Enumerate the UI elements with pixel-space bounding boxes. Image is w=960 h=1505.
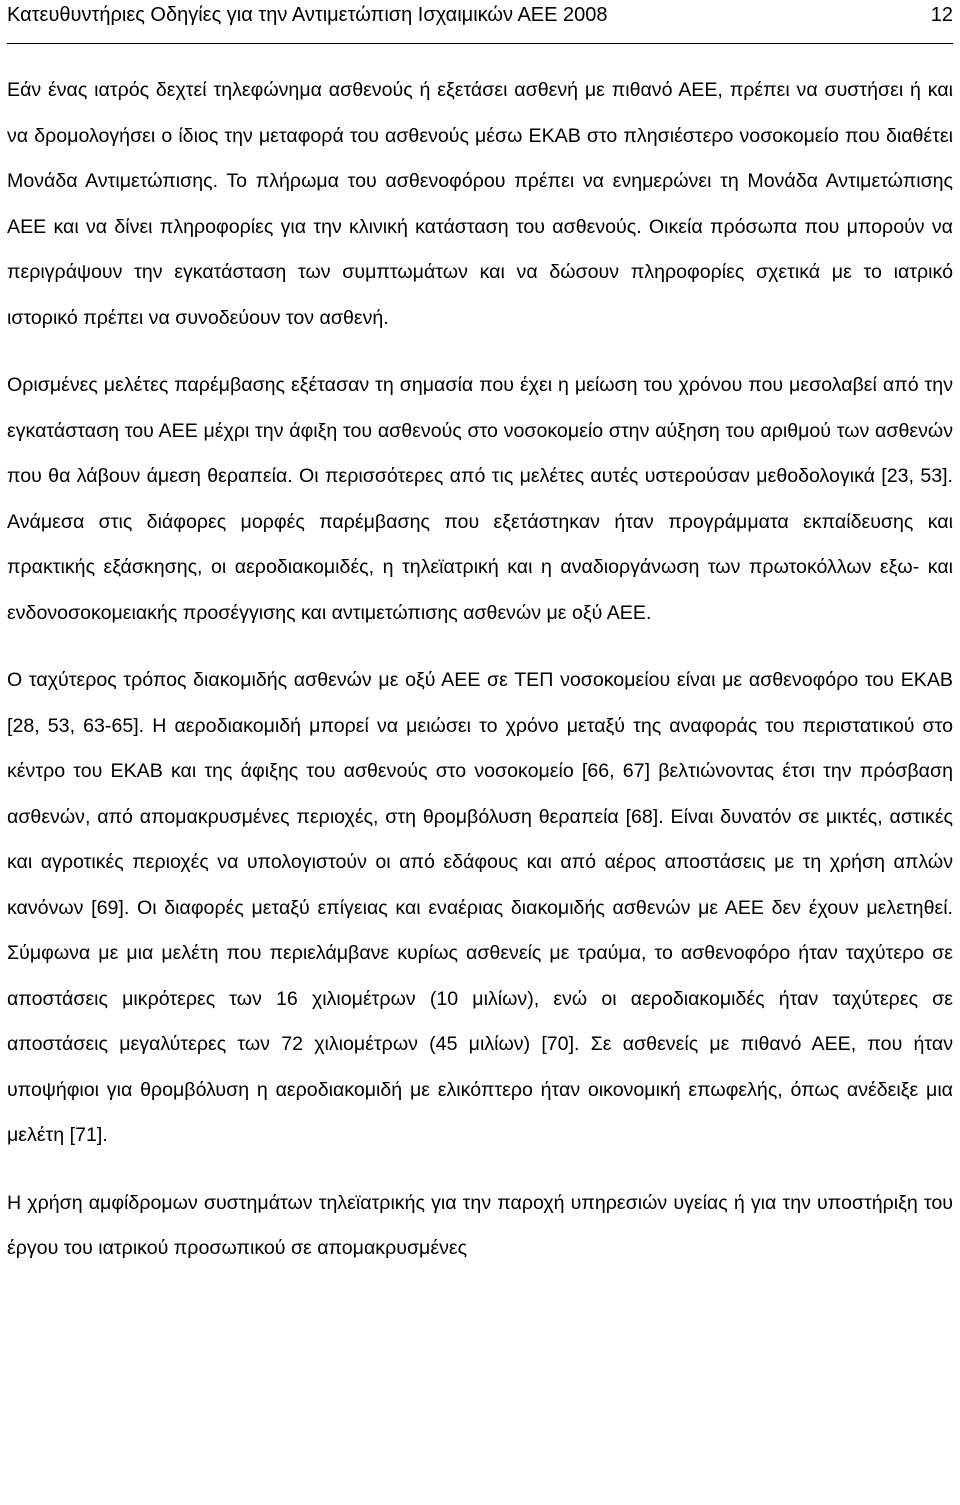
- document-page: [7, 0, 953, 1259]
- paragraph-intervention-studies: Ορισμένες μελέτες παρέμβασης εξέτασαν τη σημασία που έχει η μείωση του χρόνου που μεσολαβεί από την εγκατάσταση του ΑΕΕ μέχρι την άφιξη του ασθενούς στο νοσοκομείο στην αύξηση του αριθμού των ασθενών που θα λάβουν άμεση θεραπεία. Οι περισσότερες από τις μελέτες αυτές υστερούσαν μεθοδολογικά [23, 53]. Ανάμεσα στις διάφορες μορφές παρέμβασης που εξετάστηκαν ήταν προγράμματα εκπαίδευσης και πρακτικής εξάσκησης, οι αεροδιακομιδές, η τηλεϊατρική και η αναδιοργάνωση των πρωτοκόλλων εξω- και ενδονοσοκομειακής προσέγγισης και αντιμετώπισης ασθενών με οξύ ΑΕΕ.: [7, 374, 953, 624]
- body-text: [7, 68, 953, 1272]
- paragraph-telemedicine: Η χρήση αμφίδρομων συστημάτων τηλεϊατρικής για την παροχή υπηρεσιών υγείας ή για την υποστήριξη του έργου του ιατρικού προσωπικού σε απομακρυσμένες: [7, 1191, 953, 1259]
- page-number: 12: [930, 4, 953, 26]
- header-title: Κατευθυντήριες Οδηγίες για την Αντιμετώπιση Ισχαιμικών ΑΕΕ 2008: [7, 4, 608, 26]
- paragraph-transport-instructions: Εάν ένας ιατρός δεχτεί τηλεφώνημα ασθενούς ή εξετάσει ασθενή με πιθανό ΑΕΕ, πρέπει να συστήσει ή και να δρομολογήσει ο ίδιος την μεταφορά του ασθενούς μέσω ΕΚΑΒ στο πλησιέστερο νοσοκομείο που διαθέτει Μονάδα Αντιμετώπισης. Το πλήρωμα του ασθενοφόρου πρέπει να ενημερώνει τη Μονάδα Αντιμετώπισης ΑΕΕ και να δίνει πληροφορίες για την κλινική κατάσταση του ασθενούς. Οικεία πρόσωπα που μπορούν να περιγράψουν την εγκατάσταση των συμπτωμάτων και να δώσουν πληροφορίες σχετικά με το ιατρικό ιστορικό πρέπει να συνοδεύουν τον ασθενή.: [7, 79, 953, 329]
- paragraph-transport-methods: Ο ταχύτερος τρόπος διακομιδής ασθενών με οξύ ΑΕΕ σε ΤΕΠ νοσοκομείου είναι με ασθενοφόρο του ΕΚΑΒ [28, 53, 63-65]. Η αεροδιακομιδή μπορεί να μειώσει το χρόνο μεταξύ της αναφοράς του περιστατικού στο κέντρο του ΕΚΑΒ και της άφιξης του ασθενούς στο νοσοκομείο [66, 67] βελτιώνοντας έτσι την πρόσβαση ασθενών, από απομακρυσμένες περιοχές, στη θρομβόλυση θεραπεία [68]. Είναι δυνατόν σε μικτές, αστικές και αγροτικές περιοχές να υπολογιστούν οι από εδάφους και από αέρος αποστάσεις με τη χρήση απλών κανόνων [69]. Οι διαφορές μεταξύ επίγειας και εναέριας διακομιδής ασθενών με ΑΕΕ δεν έχουν μελετηθεί. Σύμφωνα με μια μελέτη που περιελάμβανε κυρίως ασθενείς με τραύμα, το ασθενοφόρο ήταν ταχύτερο σε αποστάσεις μικρότερες των 16 χιλιομέτρων (10 μιλίων), ενώ οι αεροδιακομιδές ήταν ταχύτερες σε αποστάσεις μεγαλύτερες των 72 χιλιομέτρων (45 μιλίων) [70]. Σε ασθενείς με πιθανό ΑΕΕ, που ήταν υποψήφιοι για θρομβόλυση η αεροδιακομιδή με ελικόπτερο ήταν οικονομική επωφελής, όπως ανέδειξε μια μελέτη [71].: [7, 669, 953, 1146]
- header-divider: [7, 43, 953, 44]
- page-header: [7, 0, 953, 40]
